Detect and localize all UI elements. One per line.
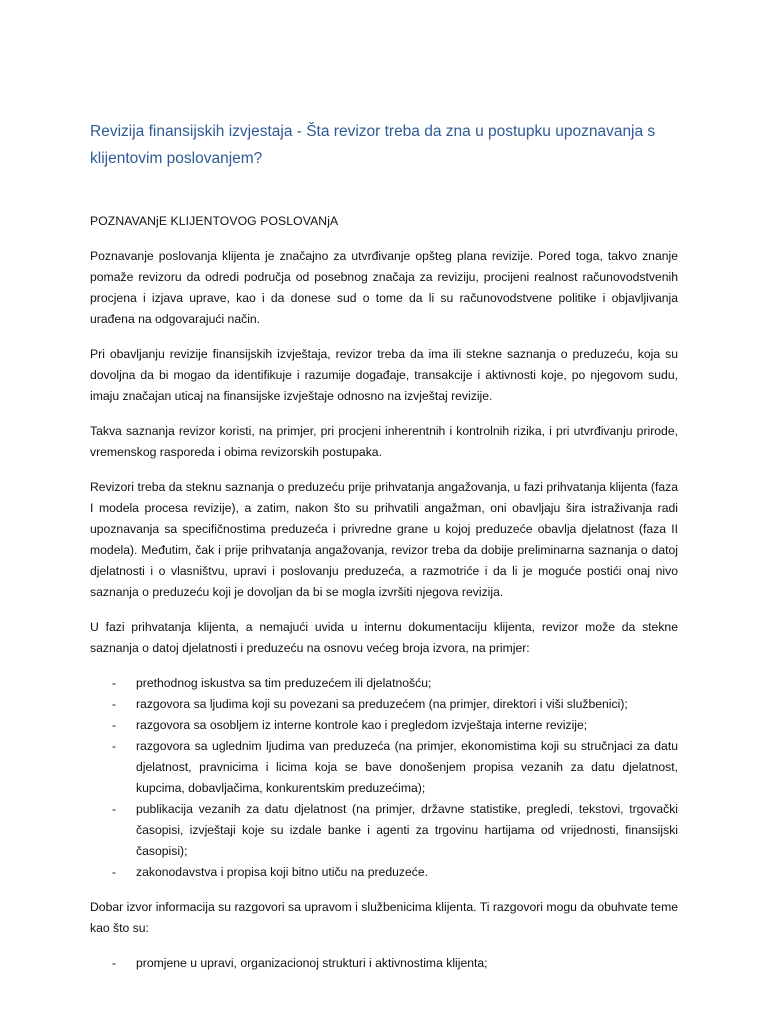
list-item-text: publikacija vezanih za datu djelatnost (na primjer, državne statistike, pregledi, tekstovi, trgovački časopisi, izvještaji koje su izdale banke i agenti za trgovinu hartijama od vrijednosti, finansijski časopisi); [136,802,678,858]
paragraph-3: Takva saznanja revizor koristi, na primjer, pri procjeni inherentnih i kontrolnih rizika, i pri utvrđivanju prirode, vremenskog rasporeda i obima revizorskih postupaka. [90,424,678,459]
list-item [90,715,678,736]
list-item [90,862,678,883]
list-item [90,736,678,799]
list-marker: - [112,739,117,753]
list-item [90,953,678,974]
list-item-text: zakonodavstva i propisa koji bitno utiču na preduzeće. [136,865,429,879]
list-item [90,673,678,694]
paragraph-2: Pri obavljanju revizije finansijskih izvještaja, revizor treba da ima ili stekne saznanja o preduzeću, koja su dovoljna da bi mogao da identifikuje i razumije događaje, transakcije i aktivnosti koje, po njegovom sudu, imaju značajan uticaj na finansijske izvještaje odnosno na izvještaj revizije. [90,347,678,403]
document-title: Revizija finansijskih izvjestaja - Šta revizor treba da zna u postupku upoznavanja s klijentovim poslovanjem? [90,123,656,167]
list-item-text: promjene u upravi, organizacionoj strukturi i aktivnostima klijenta; [136,956,488,970]
topics-list [90,953,678,974]
list-marker: - [112,697,117,711]
list-item [90,694,678,715]
paragraph-5: U fazi prihvatanja klijenta, a nemajući uvida u internu dokumentaciju klijenta, revizor može da stekne saznanja o datoj djelatnosti i preduzeću na osnovu većeg broja izvora, na primjer: [90,620,678,655]
list-marker: - [112,865,117,879]
list-item-text: razgovora sa uglednim ljudima van preduzeća (na primjer, ekonomistima koji su stručnjaci za datu djelatnost, pravnicima i licima koja se bave donošenjem propisa vezanih za datu djelatnost, kupcima, dobavljačima, konkurentskim preduzećima); [136,739,678,795]
paragraph-1: Poznavanje poslovanja klijenta je značajno za utvrđivanje opšteg plana revizije. Pored toga, takvo znanje pomaže revizoru da odredi područja od posebnog značaja za reviziju, procijeni realnost računovodstvenih procjena i izjava uprave, kao i da donese sud o tome da li su računovodstvene politike i objavljivanja urađena na odgovarajući način. [90,249,678,326]
paragraph-4: Revizori treba da steknu saznanja o preduzeću prije prihvatanja angažovanja, u fazi prihvatanja klijenta (faza I modela procesa revizije), a zatim, nakon što su prihvatili angažman, oni obavljaju šira istraživanja radi upoznavanja sa specifičnostima preduzeća i privredne grane u kojoj preduzeće obavlja djelatnost (faza II modela). Međutim, čak i prije prihvatanja angažovanja, revizor treba da dobije preliminarna saznanja o datoj djelatnosti i o vlasništvu, upravi i poslovanju preduzeća, a razmotriće i da li je moguće postići onaj nivo saznanja o preduzeću koji je dovoljan da bi se mogla izvršiti njegova revizija. [90,480,678,599]
list-item-text: razgovora sa osobljem iz interne kontrole kao i pregledom izvještaja interne revizije; [136,718,588,732]
list-item-text: prethodnog iskustva sa tim preduzećem ili djelatnošću; [136,676,432,690]
list-marker: - [112,956,117,970]
list-marker: - [112,676,117,690]
list-marker: - [112,802,117,816]
list-item [90,799,678,862]
document-page [90,118,678,988]
section-heading: POZNAVANjE KLIJENTOVOG POSLOVANjA [90,214,339,228]
sources-list [90,673,678,883]
paragraph-6: Dobar izvor informacija su razgovori sa upravom i službenicima klijenta. Ti razgovori mogu da obuhvate teme kao što su: [90,900,678,935]
list-item-text: razgovora sa ljudima koji su povezani sa preduzećem (na primjer, direktori i viši službenici); [136,697,628,711]
list-marker: - [112,718,117,732]
